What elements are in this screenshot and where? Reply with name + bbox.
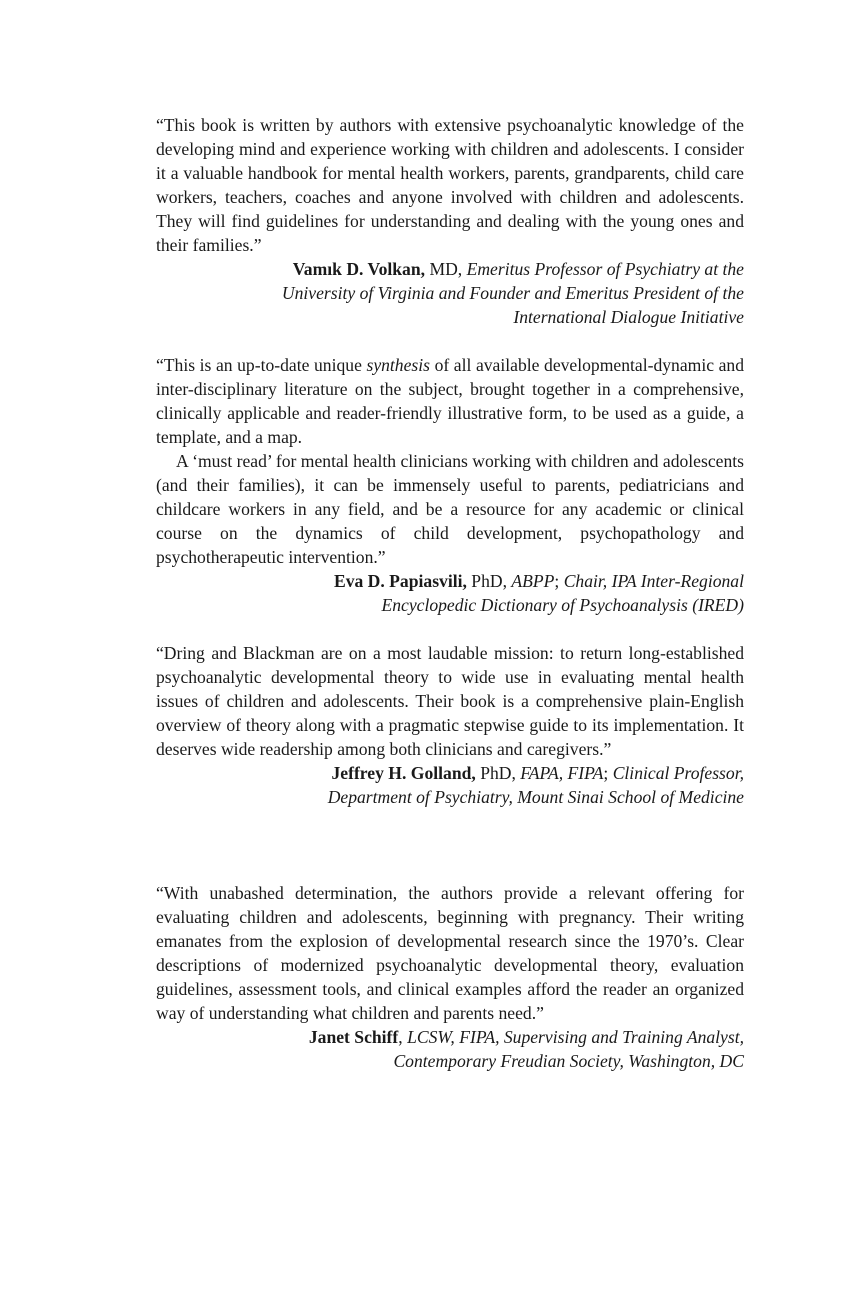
endorsement-quote	[156, 353, 744, 569]
endorser-credential: ABPP	[511, 571, 555, 591]
endorsement-golland	[156, 641, 744, 809]
quote-text: of all available developmental-dynamic and inter-disciplinary literature on the subject, brought together in a comprehensive, clinically applicable and reader-friendly illustrative form, to be used as a guide, a template, and a map.	[156, 355, 744, 447]
endorser-title: Chair, IPA Inter-Regional	[563, 571, 744, 591]
separator: ;	[603, 763, 613, 783]
endorser-title: Encyclopedic Dictionary of Psychoanalysis (IRED)	[381, 595, 744, 615]
endorsement-volkan	[156, 113, 744, 329]
endorser-name: Janet Schiff	[308, 1027, 399, 1047]
endorsement-attribution	[156, 569, 744, 617]
endorser-title: Contemporary Freudian Society, Washington, DC	[393, 1051, 744, 1071]
attribution-line	[156, 569, 744, 593]
endorser-title: Emeritus Professor of Psychiatry at the	[466, 259, 744, 279]
quote-paragraph: “Dring and Blackman are on a most laudable mission: to return long-established psychoanalytic developmental theory to wide use in evaluating mental health issues of children and adolescents. Their book is a comprehensive plain-English overview of theory along with a pragmatic stepwise guide to its implementation. It deserves wide readership among both clinicians and caregivers.”	[156, 643, 744, 759]
attribution-line	[156, 761, 744, 785]
endorser-name: Jeffrey H. Golland,	[331, 763, 476, 783]
quote-paragraph: “This book is written by authors with extensive psychoanalytic knowledge of the developing mind and experience working with children and adolescents. I consider it a valuable handbook for mental health workers, parents, grandparents, child care workers, teachers, coaches and anyone involved with children and adolescents. They will find guidelines for understanding and dealing with the young ones and their families.”	[156, 115, 744, 255]
endorser-title: International Dialogue Initiative	[513, 307, 744, 327]
quote-text: “This is an up-to-date unique	[156, 355, 367, 375]
endorser-degree: PhD,	[475, 763, 521, 783]
endorser-title: Clinical Professor,	[612, 763, 744, 783]
endorser-title: University of Virginia and Founder and Emeritus President of the	[281, 283, 744, 303]
endorsement-attribution	[156, 1025, 744, 1073]
endorser-degree: MD,	[425, 259, 467, 279]
endorsement-quote	[156, 113, 744, 257]
endorser-title: LCSW, FIPA, Supervising and Training Analyst,	[407, 1027, 744, 1047]
endorser-name: Eva D. Papiasvili,	[333, 571, 467, 591]
endorser-name: Vamık D. Volkan,	[292, 259, 426, 279]
endorser-title: Department of Psychiatry, Mount Sinai School of Medicine	[327, 787, 744, 807]
quote-paragraph: A ‘must read’ for mental health clinicians working with children and adolescents (and their families), it can be immensely useful to parents, pediatricians and childcare workers in any field, and be a resource for any academic or clinical course on the dynamics of child development, psychopathology and psychotherapeutic intervention.”	[156, 451, 744, 567]
endorsement-papiasvili	[156, 353, 744, 617]
separator: ;	[554, 571, 564, 591]
attribution-line	[156, 1025, 744, 1049]
quote-paragraph	[156, 353, 744, 449]
endorsement-attribution	[156, 761, 744, 809]
endorsement-quote	[156, 641, 744, 761]
endorsement-quote	[156, 881, 744, 1025]
attribution-line	[156, 257, 744, 281]
endorser-degree: PhD,	[466, 571, 512, 591]
separator: ,	[398, 1027, 408, 1047]
endorsement-schiff	[156, 881, 744, 1073]
quote-emphasis: synthesis	[366, 355, 430, 375]
quote-paragraph: “With unabashed determination, the authors provide a relevant offering for evaluating children and adolescents, beginning with pregnancy. Their writing emanates from the explosion of developmental research since the 1970’s. Clear descriptions of modernized psychoanalytic developmental theory, evaluation guidelines, assessment tools, and clinical examples afford the reader an organized way of understanding what children and parents need.”	[156, 883, 744, 1023]
endorsement-attribution	[156, 257, 744, 329]
endorser-credential: FAPA, FIPA	[520, 763, 604, 783]
